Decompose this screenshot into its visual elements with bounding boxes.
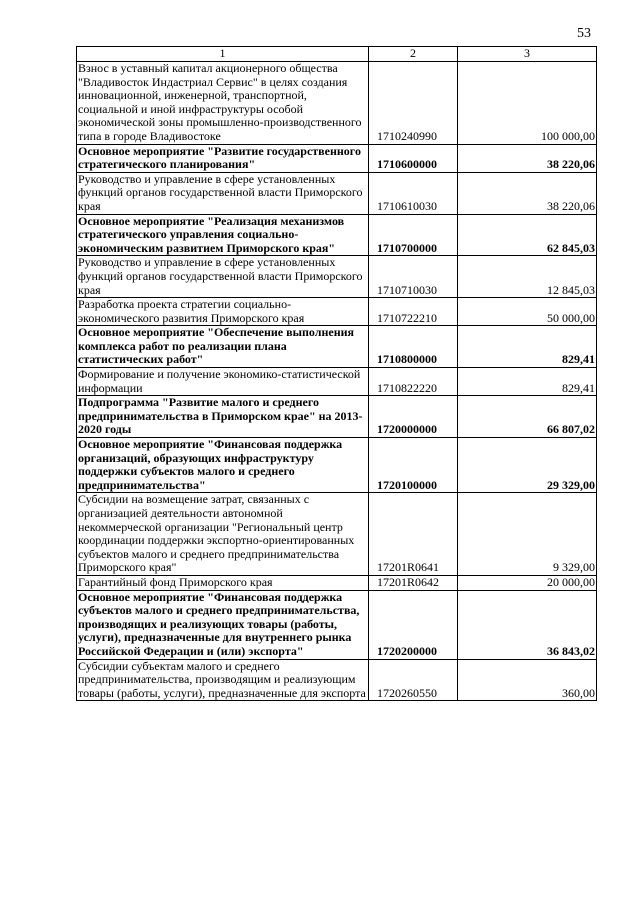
row-amount: 50 000,00 — [458, 298, 597, 326]
row-code: 1720260550 — [369, 659, 458, 701]
row-amount: 62 845,03 — [458, 214, 597, 256]
row-amount: 66 807,02 — [458, 396, 597, 438]
row-code: 1710722210 — [369, 298, 458, 326]
table-row — [77, 214, 597, 256]
budget-table-container — [76, 46, 597, 701]
table-row — [77, 326, 597, 368]
row-code: 17201R0641 — [369, 493, 458, 576]
row-amount: 829,41 — [458, 368, 597, 396]
header-col-3: 3 — [458, 47, 597, 62]
row-code: 1710600000 — [369, 144, 458, 172]
row-name: Основное мероприятие "Финансовая поддержка организаций, образующих инфраструктуру поддержки субъектов малого и среднего предпринимательства" — [77, 438, 369, 493]
row-name: Основное мероприятие "Обеспечение выполнения комплекса работ по реализации плана статистических работ" — [77, 326, 369, 368]
row-amount: 38 220,06 — [458, 144, 597, 172]
row-code: 1710710030 — [369, 256, 458, 298]
header-col-1: 1 — [77, 47, 369, 62]
row-amount: 38 220,06 — [458, 172, 597, 214]
row-code: 1710610030 — [369, 172, 458, 214]
table-row — [77, 438, 597, 493]
row-code: 1710822220 — [369, 368, 458, 396]
row-name: Субсидии субъектам малого и среднего предпринимательства, производящим и реализующим товары (работы, услуги), предназначенные для экспорта — [77, 659, 369, 701]
table-row — [77, 590, 597, 659]
row-code: 17201R0642 — [369, 575, 458, 590]
table-header-row — [77, 47, 597, 62]
row-name: Подпрограмма "Развитие малого и среднего предпринимательства в Приморском крае" на 2013-2020 годы — [77, 396, 369, 438]
row-amount: 12 845,03 — [458, 256, 597, 298]
row-code: 1720200000 — [369, 590, 458, 659]
row-name: Субсидии на возмещение затрат, связанных с организацией деятельности автономной некоммерческой организации "Региональный центр координации поддержки экспортно-ориентированных субъектов малого и среднего предпринимательства Приморского края" — [77, 493, 369, 576]
table-row — [77, 493, 597, 576]
row-name: Разработка проекта стратегии социально-экономического развития Приморского края — [77, 298, 369, 326]
table-row — [77, 298, 597, 326]
table-row — [77, 396, 597, 438]
row-code: 1710800000 — [369, 326, 458, 368]
row-amount: 9 329,00 — [458, 493, 597, 576]
row-name: Взнос в уставный капитал акционерного общества "Владивосток Индастриал Сервис" в целях создания инновационной, инженерной, транспортной, социальной и иной инфраструктуры особой экономической зоны промышленно-производственного типа в городе Владивостоке — [77, 62, 369, 145]
budget-table — [76, 46, 597, 701]
row-code: 1710700000 — [369, 214, 458, 256]
row-amount: 100 000,00 — [458, 62, 597, 145]
row-name: Основное мероприятие "Развитие государственного стратегического планирования" — [77, 144, 369, 172]
row-name: Руководство и управление в сфере установленных функций органов государственной власти Приморского края — [77, 172, 369, 214]
page-number: 53 — [577, 26, 591, 41]
row-name: Основное мероприятие "Реализация механизмов стратегического управления социально-экономическим развитием Приморского края" — [77, 214, 369, 256]
row-name: Руководство и управление в сфере установленных функций органов государственной власти Приморского края — [77, 256, 369, 298]
row-amount: 20 000,00 — [458, 575, 597, 590]
header-col-2: 2 — [369, 47, 458, 62]
row-name: Основное мероприятие "Финансовая поддержка субъектов малого и среднего предпринимательства, производящих и реализующих товары (работы, услуги), предназначенные для внутреннего рынка Российской Федерации и (или) экспорта" — [77, 590, 369, 659]
row-amount: 829,41 — [458, 326, 597, 368]
table-row — [77, 659, 597, 701]
row-amount: 36 843,02 — [458, 590, 597, 659]
row-name: Формирование и получение экономико-статистической информации — [77, 368, 369, 396]
table-row — [77, 62, 597, 145]
row-code: 1720000000 — [369, 396, 458, 438]
table-row — [77, 575, 597, 590]
table-row — [77, 172, 597, 214]
row-code: 1720100000 — [369, 438, 458, 493]
row-code: 1710240990 — [369, 62, 458, 145]
table-row — [77, 256, 597, 298]
row-amount: 360,00 — [458, 659, 597, 701]
table-row — [77, 144, 597, 172]
row-amount: 29 329,00 — [458, 438, 597, 493]
row-name: Гарантийный фонд Приморского края — [77, 575, 369, 590]
table-row — [77, 368, 597, 396]
